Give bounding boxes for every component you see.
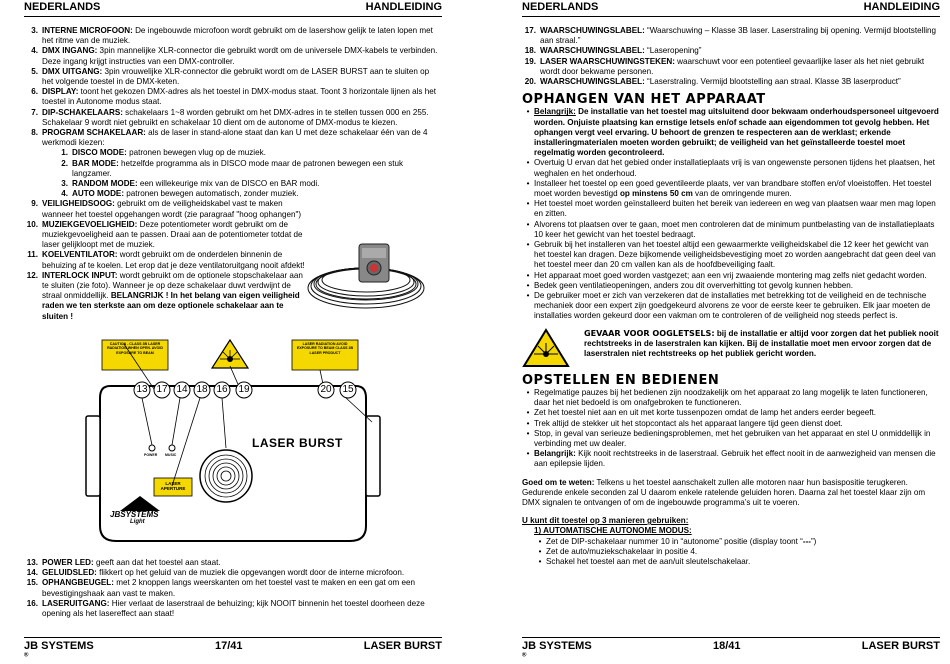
bullet-key: Belangrijk: <box>534 449 576 459</box>
item-number: 10. <box>26 219 38 229</box>
bullet-text <box>534 220 940 240</box>
label-list <box>524 26 940 87</box>
footer-brand: JB SYSTEMS <box>522 640 592 652</box>
bullet-item <box>534 547 940 557</box>
item-desc: “Waarschuwing – Klasse 3B laser. Laserstraling bij opening. Vermijd blootstelling aan straal.” <box>540 26 936 46</box>
item-desc: patronen bewegen automatisch, zonder muziek. <box>124 189 299 199</box>
item-number: 20. <box>524 77 536 87</box>
item-desc: 3pin mannelijke XLR-connector die gebruikt wordt om de universele DMX-kabels te verbinden. Deze ingang krijgt instructies van een DMX-controller. <box>42 46 438 66</box>
operation-list <box>522 388 940 470</box>
header-title: HANDLEIDING <box>863 1 940 13</box>
list-item <box>31 26 442 46</box>
item-text <box>42 26 442 46</box>
list-item <box>31 66 442 87</box>
item-number: 8. <box>31 128 38 138</box>
bullet-desc: Trek altijd de stekker uit het stopcontact als het apparaat langere tijd geen dienst doet. <box>534 418 843 428</box>
bullet-dot: • <box>538 546 542 556</box>
warning-text: bij de installatie er altijd voor zorgen dat het publiek nooit rechtstreeks in de laserstralen kan kijken. Bij de installatie moet men ervoor zorgen dat de laserstralen niet rechtstreeks op het publiek gericht worden. <box>584 328 939 359</box>
item-key: DISCO MODE: <box>72 148 127 158</box>
item-desc: een willekeurige mix van de DISCO en BAR modi. <box>137 179 320 189</box>
power-label: POWER <box>144 453 158 457</box>
item-desc: schakelaars 1~8 worden gebruikt om het DMX-adres in te stellen tussen 000 en 255. Schakelaar 9 wordt niet gebruikt en schakelaar 10 dient om de autonome of DMX-modus te kiezen. <box>42 107 429 127</box>
bullet-text <box>534 408 940 418</box>
bullet-text <box>534 388 940 408</box>
callout-number: 19 <box>238 384 250 395</box>
callout-number: 17 <box>156 384 168 395</box>
bullet-text <box>546 547 940 557</box>
good-to-know-text: Telkens u het toestel aanschakelt zullen alle motoren naar hun basispositie terugkeren. Gedurende enkele seconden zal U daarom enkele ratelende geluiden horen. Daarna zal het toestel klaar zijn om DMX signalen te ontvangen of om de ingebouwde programma’s uit te voeren. <box>522 477 926 507</box>
callout-number: 14 <box>176 384 188 395</box>
bullet-bold: --- <box>802 536 811 546</box>
bullet-item <box>522 449 940 469</box>
bullet-item <box>522 408 940 418</box>
mode-list <box>36 148 442 199</box>
list-item <box>27 250 306 270</box>
item-desc: met 2 knoppen langs weerskanten om het toestel vast te maken en een gat om een bevestigingshaak aan vast te maken. <box>42 578 415 598</box>
item-text <box>42 128 442 148</box>
good-to-know <box>522 478 940 509</box>
aperture-label: LASER APERTURE <box>160 481 186 491</box>
item-desc: Hier verlaat de laserstraal de behuizing; kijk NOOIT binnenin het toestel doorheen deze opening als het lasereffect aan staat! <box>42 598 425 619</box>
header-language: NEDERLANDS <box>24 1 101 13</box>
list-item <box>56 159 442 179</box>
bullet-desc: Schakel het toestel aan met de aan/uit sleutelschakelaar. <box>546 556 751 566</box>
item-key: INTERNE MICROFOON: <box>42 26 133 35</box>
bullet-bold: op minstens 50 cm <box>619 189 693 199</box>
bullet-item <box>522 388 940 408</box>
bullet-item <box>522 291 940 322</box>
list-item <box>524 56 940 77</box>
item-key: LASER WAARSCHUWINGSTEKEN: <box>540 56 675 66</box>
item-text <box>42 108 442 128</box>
footer-reg: ® <box>522 652 527 659</box>
bullet-item <box>522 429 940 449</box>
hanging-list <box>522 107 940 321</box>
bullet-desc: Bedek geen ventilatieopeningen, anders zou dit oververhitting tot gevolg kunnen hebben. <box>534 280 854 290</box>
header-language: NEDERLANDS <box>522 1 599 13</box>
item-number: 9. <box>31 199 38 209</box>
item-number: 4. <box>31 46 38 56</box>
item-number: 3. <box>61 179 68 189</box>
item-number: 14. <box>26 568 38 578</box>
item-text <box>42 220 306 251</box>
bullet-desc: Zet de auto/muziekschakelaar in positie 4. <box>546 546 698 556</box>
item-desc: patronen bewegen vlug op de muziek. <box>126 148 266 158</box>
item-text <box>540 57 940 77</box>
bullet-text <box>534 179 940 199</box>
item-number: 12. <box>26 270 38 280</box>
item-text <box>42 250 306 270</box>
list-item <box>56 179 442 189</box>
bullet-desc-2: van de omringende muren. <box>692 189 792 199</box>
item-key: POWER LED: <box>42 558 94 567</box>
callout-number: 18 <box>196 384 208 395</box>
item-important: BELANGRIJK ! In het belang van eigen veiligheid raden we ten sterkste aan om deze optionele schakelaar aan te sluiten ! <box>42 291 300 321</box>
autonomous-steps <box>534 537 940 568</box>
item-number: 18. <box>524 46 536 56</box>
section-heading-operation: OPSTELLEN EN BEDIENEN <box>522 372 720 388</box>
section-heading-hanging: OPHANGEN VAN HET APPARAAT <box>522 92 766 108</box>
list-item <box>26 568 442 578</box>
callout-number: 16 <box>216 384 228 395</box>
item-text <box>72 179 442 189</box>
bullet-text <box>546 557 940 567</box>
list-item <box>26 578 442 598</box>
list-item <box>26 219 306 251</box>
bullet-dot: • <box>526 280 530 290</box>
brand-label: LASER BURST <box>252 436 343 450</box>
item-desc: als de laser in stand-alone staat dan kan U met deze schakelaar één van de 4 werkmodi kiezen: <box>42 128 428 148</box>
component-list <box>31 26 442 148</box>
list-item <box>26 598 442 619</box>
list-item <box>524 26 940 46</box>
item-key: VEILIGHEIDSOOG: <box>42 199 115 209</box>
bullet-item <box>522 240 940 271</box>
bullet-desc: Zet de DIP-schakelaar nummer 10 in “autonome” positie (display toont “ <box>546 536 803 546</box>
footer-reg: ® <box>24 652 29 659</box>
list-item <box>31 87 442 107</box>
item-text <box>72 148 442 158</box>
item-text <box>42 271 306 322</box>
bullet-desc: Gebruik bij het installeren van het toestel altijd een gewaarmerkte veiligheidskabel die 12 keer het gewicht van het toestel kan dragen. Deze bijkomende veiligheidsbevestiging moet zo worden aangebracht dat geen deel van het toestel meer dan 20 cm vallen kan als de hoofdbeveiliging faalt. <box>534 240 936 270</box>
item-key: DIP-SCHAKELAARS: <box>42 107 123 117</box>
header-title: HANDLEIDING <box>365 1 442 13</box>
bullet-text <box>534 449 940 469</box>
list-item <box>31 199 306 219</box>
item-key: INTERLOCK INPUT: <box>42 270 118 280</box>
footer-page-number: 18/41 <box>712 640 741 652</box>
item-key: KOELVENTILATOR: <box>42 250 118 260</box>
bullet-text <box>534 240 940 271</box>
item-key: DMX UITGANG: <box>42 66 103 76</box>
bullet-text <box>534 199 940 219</box>
bullet-item <box>522 271 940 281</box>
item-number: 15. <box>26 578 38 588</box>
list-item <box>26 270 306 322</box>
item-text <box>42 578 442 598</box>
ways-autonomous-heading: 1) AUTOMATISCHE AUTONOME MODUS: <box>534 526 692 536</box>
bullet-dot: • <box>526 178 530 188</box>
item-key: RANDOM MODE: <box>72 179 138 189</box>
bullet-bold: De installatie van het toestel mag uitsluitend door bekwaam onderhoudspersoneel uitgevoerd worden. Onjuiste plaatsing kan ernstige letsels en/of schade aan eigendommen tot gevolg hebben. Het ophangen vergt veel ervaring. U behoort de grenzen te respecteren aan de werklast; erkende installeringmaterialen moeten worden gebruikt; de veiligheid van het geïnstalleerde toestel moet regelmatig worden gecontroleerd. <box>534 107 939 158</box>
bullet-dot: • <box>538 556 542 566</box>
page-header <box>24 0 442 17</box>
callout-number: 20 <box>320 384 332 395</box>
item-number: 6. <box>31 87 38 97</box>
bullet-desc-2: ”) <box>810 536 817 546</box>
bullet-item <box>522 419 940 429</box>
item-number: 5. <box>31 66 38 76</box>
list-item <box>524 46 940 56</box>
bullet-text <box>534 158 940 178</box>
bullet-text <box>534 429 940 449</box>
item-text <box>42 558 442 568</box>
bullet-dot: • <box>526 199 530 209</box>
bullet-dot: • <box>526 387 530 397</box>
right-page <box>522 0 940 659</box>
bullet-dot: • <box>526 449 530 459</box>
bullet-dot: • <box>526 107 530 117</box>
list-item <box>31 46 442 66</box>
page-header <box>522 0 940 17</box>
item-desc: flikkert op het geluid van de muziek die opgevangen wordt door de interne microfoon. <box>96 568 405 578</box>
item-desc: gebruikt om de veiligheidskabel vast te maken wanneer het toestel opgehangen wordt (zie paragraaf "hoog ophangen") <box>42 199 302 219</box>
bullet-desc: Het apparaat moet goed worden vastgezet; aan een vrij zwaaiende montering mag zelfs niet gedacht worden. <box>534 270 927 280</box>
item-number: 3. <box>31 26 38 35</box>
item-key: LASERUITGANG: <box>42 598 110 608</box>
item-text <box>42 199 306 219</box>
bullet-dot: • <box>526 408 530 418</box>
bullet-desc: Het toestel moet worden geïnstalleerd buiten het bereik van iedereen en weg van plaatsen waar men mag lopen en zitten. <box>534 199 936 219</box>
bullet-text <box>534 419 940 429</box>
bullet-dot: • <box>526 240 530 250</box>
item-text <box>72 189 442 199</box>
list-item <box>524 77 940 87</box>
item-number: 17. <box>524 26 536 35</box>
jbsystems-logo: JBSYSTEMS <box>110 510 159 519</box>
device-figure <box>80 336 390 558</box>
item-text <box>42 67 442 87</box>
music-label: MUSIC <box>165 453 177 457</box>
item-desc: “Laserstraling. Vermijd blootstelling aan straal. Klasse 3B laserproduct” <box>644 77 901 87</box>
component-list-2 <box>26 199 306 321</box>
bullet-text <box>534 281 940 291</box>
item-desc: wordt gebruikt om de onderdelen binnenin de behuizing af te koelen. Let erop dat je deze ventilatoruitgang nooit afdekt! <box>42 250 305 270</box>
item-number: 4. <box>61 189 68 199</box>
callout-number: 13 <box>136 384 148 395</box>
item-text <box>72 159 442 179</box>
ways-heading: U kunt dit toestel op 3 manieren gebruiken: <box>522 516 689 526</box>
item-key: OPHANGBEUGEL: <box>42 578 114 588</box>
warning-title: GEVAAR VOOR OOGLETSELS: <box>584 327 715 338</box>
eye-danger-warning <box>522 328 940 368</box>
laser-warning-icon <box>522 328 570 368</box>
item-key: AUTO MODE: <box>72 189 125 199</box>
good-to-know-label: Goed om te weten: <box>522 477 595 487</box>
item-desc: wordt gebruikt om de optionele stopschakelaar aan te sluiten (zie foto). Wanneer je op deze schakelaar duwt verdwijnt de straal onmiddellijk. <box>42 270 303 301</box>
item-key: MUZIEKGEVOELIGHEID: <box>42 219 138 229</box>
bullet-desc: Installeer het toestel op een goed geventileerde plaats, ver van brandbare stoffen en/of vloeistoffen. Het toestel moet worden bevestigd <box>534 178 932 199</box>
bullet-text <box>534 271 940 281</box>
bullet-item <box>534 537 940 547</box>
item-desc: geeft aan dat het toestel aan staat. <box>93 558 221 567</box>
bullet-item <box>522 199 940 219</box>
list-item <box>31 128 442 148</box>
item-number: 11. <box>27 250 38 260</box>
bullet-desc: Zet het toestel niet aan en uit met korte tussenpozen omdat de lamp het anders eerder begeeft. <box>534 408 876 418</box>
bullet-dot: • <box>538 536 542 546</box>
item-key: DMX INGANG: <box>42 46 98 56</box>
item-number: 16. <box>26 598 38 608</box>
item-number: 2. <box>61 158 68 168</box>
bullet-text <box>534 291 940 322</box>
footer-page-number: 17/41 <box>214 640 243 652</box>
bullet-dot: • <box>526 270 530 280</box>
list-item <box>26 558 442 568</box>
list-item <box>56 189 442 199</box>
item-text <box>540 26 940 46</box>
item-desc: “Laseropening” <box>644 46 702 56</box>
bullet-desc: Overtuig U ervan dat het gebied onder installatieplaats vrij is van ongewenste personen tijdens het plaatsen, het weghalen en het onderhoud. <box>534 158 935 178</box>
item-key: DISPLAY: <box>42 87 79 97</box>
bullet-dot: • <box>526 291 530 301</box>
list-item <box>31 107 442 128</box>
bullet-desc: De gebruiker moet er zich van verzekeren dat de installaties met betrekking tot de veiligheid en de technische mechaniek door een expert zijn goedgekeurd alvorens ze voor de eerste keer te gebruiken. Elk jaar moeten de installaties worden gekeurd door een vakman om te controleren of de veiligheid nog steeds perfect is. <box>534 291 931 321</box>
bullet-desc: Stop, in geval van serieuze bedieningsproblemen, met het gebruiken van het apparaat en stel U onmiddellijk in verbinding met uw dealer. <box>534 428 931 448</box>
item-number: 13. <box>26 558 38 567</box>
item-desc: Deze potentiometer wordt gebruikt om de muziekgevoeligheid aan te passen. Draai aan de potentiometer totdat de laser gelijkloopt met de muziek. <box>42 219 303 250</box>
footer-product: LASER BURST <box>363 640 442 652</box>
bullet-item <box>522 220 940 240</box>
item-key: PROGRAM SCHAKELAAR: <box>42 128 146 138</box>
item-key: BAR MODE: <box>72 158 119 168</box>
item-text <box>540 46 940 56</box>
bullet-key: Belangrijk: <box>534 107 576 117</box>
bullet-item <box>522 179 940 199</box>
item-key: WAARSCHUWINGSLABEL: <box>540 46 645 56</box>
bullet-dot: • <box>526 428 530 438</box>
bullet-item <box>522 107 940 158</box>
bullet-desc: Regelmatige pauzes bij het bedienen zijn noodzakelijk om het apparaat zo lang mogelijk te laten functioneren, daar het niet bedoeld is om onafgebroken te functioneren. <box>534 387 928 408</box>
bullet-dot: • <box>526 219 530 229</box>
item-number: 1. <box>61 148 68 158</box>
footer-brand: JB SYSTEMS <box>24 640 94 652</box>
item-text <box>540 77 940 87</box>
bullet-item <box>522 281 940 291</box>
bullet-desc: Kijk nooit rechtstreeks in de laserstraal. Gebruik het effect nooit in de aanwezigheid van mensen die aan epilepsie lijden. <box>534 449 936 469</box>
page-footer <box>24 637 442 659</box>
item-key: WAARSCHUWINGSLABEL: <box>540 77 645 87</box>
item-key: GELUIDSLED: <box>42 568 97 578</box>
label-caution: CAUTION - CLASS 3B LASER RADIATION WHEN OPEN. AVOID EXPOSURE TO BEAM <box>107 342 163 355</box>
bullet-item <box>534 557 940 567</box>
bullet-desc: Alvorens tot plaatsen over te gaan, moet men controleren dat de minimum puntbelasting van de installatieplaats 10 keer het gewicht van het toestel bedraagt. <box>534 219 935 239</box>
interlock-switch-photo <box>304 234 434 320</box>
item-desc: toont het gekozen DMX-adres als het toestel in DMX-modus staat. Toont 3 horizontale lijnen als het toestel in Autonome modus staat. <box>42 87 436 107</box>
jbsystems-logo-sub: Light <box>130 519 145 525</box>
item-number: 19. <box>524 56 536 66</box>
bullet-item <box>522 158 940 178</box>
page-footer <box>522 637 940 659</box>
item-desc: hetzelfde programma als in DISCO mode maar de patronen bewegen een stuk langzamer. <box>72 158 404 178</box>
item-text <box>42 568 442 578</box>
item-desc: De ingebouwde microfoon wordt gebruikt om de lasershow gelijk te laten lopen met het ritme van de muziek. <box>42 26 433 46</box>
bullet-dot: • <box>526 418 530 428</box>
left-page <box>24 0 442 659</box>
item-text <box>42 599 442 619</box>
item-text <box>42 46 442 66</box>
footer-product: LASER BURST <box>861 640 940 652</box>
bullet-text <box>546 537 940 547</box>
item-key: WAARSCHUWINGSLABEL: <box>540 26 645 35</box>
item-desc: 3pin vrouwelijke XLR-connector die gebruikt wordt om de LASER BURST aan te sluiten op het volgende toestel in de DMX-keten. <box>42 66 430 87</box>
item-text <box>42 87 442 107</box>
bullet-dot: • <box>526 158 530 168</box>
component-list-3 <box>26 558 442 619</box>
bullet-text <box>534 107 940 158</box>
label-radiation: LASER RADIATION AVOID EXPOSURE TO BEAM CLASS 3B LASER PRODUCT <box>296 342 354 355</box>
callout-number: 15 <box>342 384 354 395</box>
item-desc: waarschuwt voor een potentieel gevaarlijke laser als het niet gebruikt wordt door bekwame personen. <box>540 56 925 76</box>
item-number: 7. <box>31 107 38 117</box>
list-item <box>56 148 442 158</box>
